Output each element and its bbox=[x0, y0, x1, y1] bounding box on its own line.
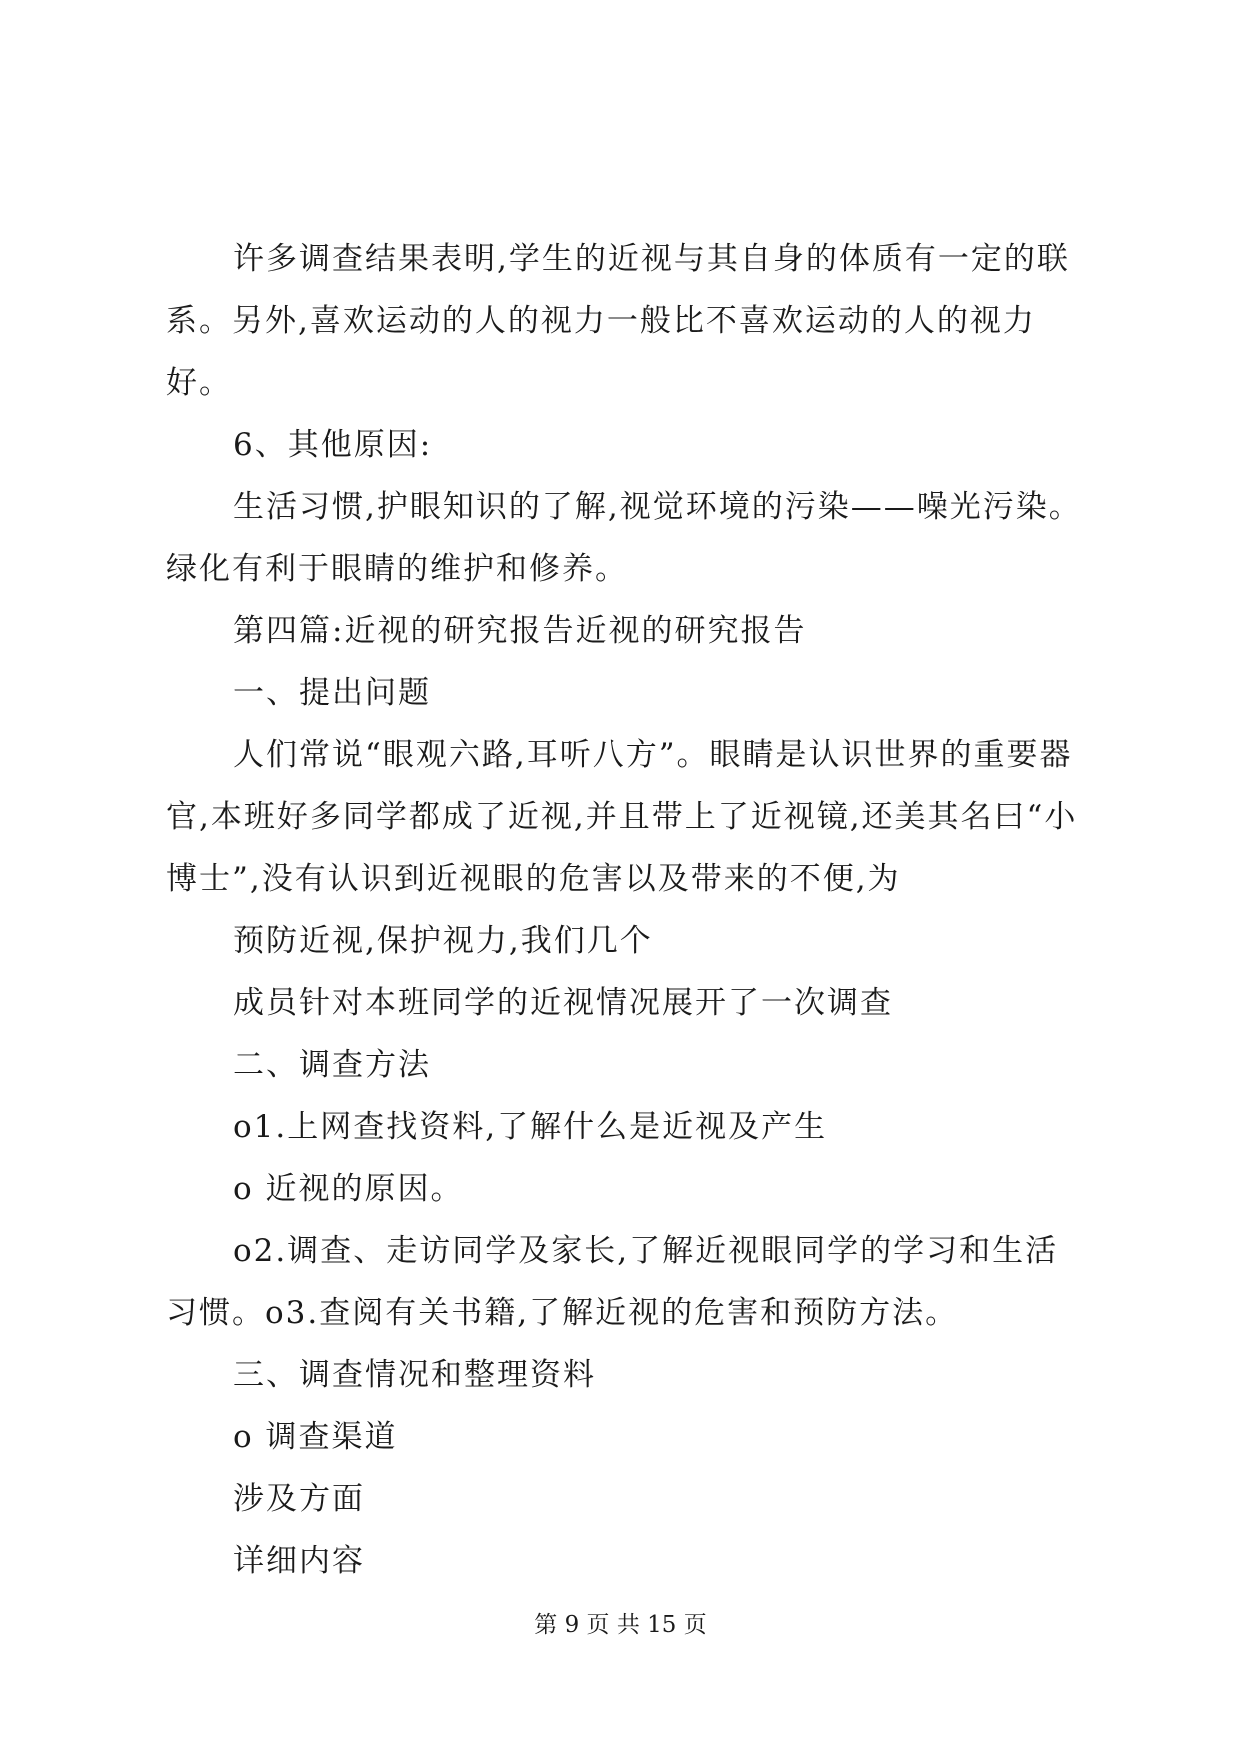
paragraph-constitution: 许多调查结果表明,学生的近视与其自身的体质有一定的联系。另外,喜欢运动的人的视力一般比不喜欢运动的人的视力好。 bbox=[166, 241, 1070, 401]
paragraph-prevent: 预防近视,保护视力,我们几个 bbox=[233, 923, 653, 959]
document-body bbox=[166, 228, 1088, 1592]
page-footer: 第 9 页 共 15 页 bbox=[534, 1612, 707, 1638]
paragraph-heading-method: 二、调查方法 bbox=[233, 1047, 431, 1083]
paragraph-habits: 生活习惯,护眼知识的了解,视觉环境的污染——噪光污染。绿化有利于眼睛的维护和修养。 bbox=[166, 489, 1082, 587]
paragraph-method-2-3: o2.调查、走访同学及家长,了解近视眼同学的学习和生活习惯。o3.查阅有关书籍,了解近视的危害和预防方法。 bbox=[166, 1233, 1059, 1331]
paragraph-survey-channel: o 调查渠道 bbox=[233, 1419, 398, 1455]
paragraph-method-1: o1.上网查找资料,了解什么是近视及产生 bbox=[233, 1109, 828, 1145]
paragraph-survey-aspects: 涉及方面 bbox=[233, 1481, 365, 1517]
paragraph-survey-details: 详细内容 bbox=[233, 1543, 365, 1579]
paragraph-heading-survey: 三、调查情况和整理资料 bbox=[233, 1357, 596, 1393]
paragraph-problem-body: 人们常说“眼观六路,耳听八方”。眼睛是认识世界的重要器官,本班好多同学都成了近视,并且带上了近视镜,还美其名曰“小博士”,没有认识到近视眼的危害以及带来的不便,为 bbox=[166, 737, 1078, 897]
paragraph-method-1-cont: o 近视的原因。 bbox=[233, 1171, 464, 1207]
paragraph-members: 成员针对本班同学的近视情况展开了一次调查 bbox=[233, 985, 893, 1021]
paragraph-heading-problem: 一、提出问题 bbox=[233, 675, 431, 711]
paragraph-section-title: 第四篇:近视的研究报告近视的研究报告 bbox=[233, 613, 807, 649]
paragraph-heading-other-causes: 6、其他原因: bbox=[233, 427, 433, 463]
